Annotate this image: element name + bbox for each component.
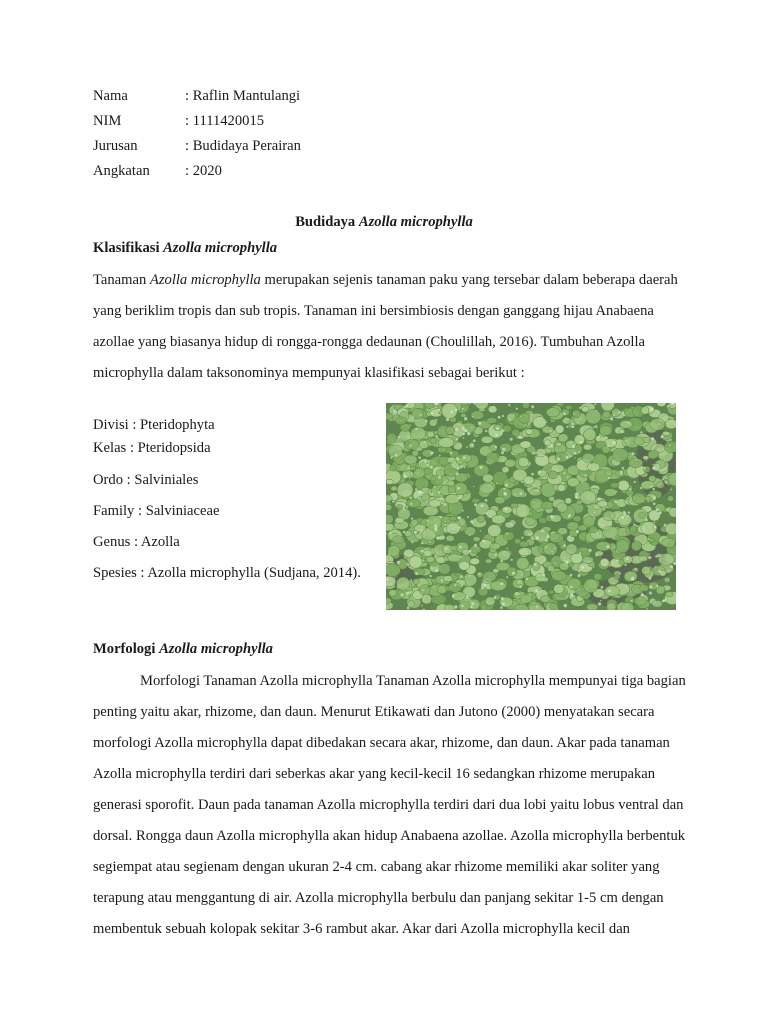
identity-value: : 2020 [185,163,222,179]
paragraph-line: microphylla dalam taksonominya mempunyai klasifikasi sebagai berikut : [93,365,525,381]
identity-row-angkatan [93,161,301,186]
identity-value: : Budidaya Perairan [185,138,301,154]
document-title [0,212,768,232]
identity-label: Angkatan [93,163,150,179]
species-italic: Azolla microphylla [149,272,261,288]
classification-family: Family : Salviniaceae [93,503,220,519]
paragraph-line [93,270,678,301]
morfologi-paragraph [93,671,686,950]
paragraph-line: membentuk sebuah kolopak sekitar 3-6 rambut akar. Akar dari Azolla microphylla kecil dan [93,921,630,937]
line-text: Tanaman [93,272,150,288]
identity-row-nama [93,86,301,111]
title-prefix: Budidaya [295,214,359,230]
paragraph-line: terapung atau menggantung di air. Azolla microphylla berbulu dan panjang sekitar 1-5 cm dengan [93,890,664,906]
paragraph-line: azollae yang biasanya hidup di rongga-rongga dedaunan (Choulillah, 2016). Tumbuhan Azolla [93,334,646,350]
identity-value: : 1111420015 [185,113,265,129]
identity-label: NIM [93,113,122,129]
heading-species: Azolla microphylla [159,641,273,657]
heading-species: Azolla microphylla [163,240,278,256]
klasifikasi-paragraph [93,270,678,394]
paragraph-line: yang beriklim tropis dan sub tropis. Tanaman ini bersimbiosis dengan ganggang hijau Anabaena [93,303,654,319]
azolla-photo-image [386,403,676,610]
azolla-photo [386,403,676,610]
klasifikasi-heading [93,238,277,258]
paragraph-line: generasi sporofit. Daun pada tanaman Azolla microphylla terdiri dari dua lobi yaitu lobus ventral dan [93,797,684,813]
classification-genus: Genus : Azolla [93,534,180,550]
morfologi-heading [93,639,273,659]
identity-row-nim [93,111,301,136]
classification-kelas: Kelas : Pteridopsida [93,440,211,456]
identity-row-jurusan [93,136,301,161]
paragraph-line: dorsal. Rongga daun Azolla microphylla akan hidup Anabaena azollae. Azolla microphylla berbentuk [93,828,686,844]
classification-ordo: Ordo : Salviniales [93,472,199,488]
identity-block [93,86,301,186]
identity-label: Nama [93,88,128,104]
paragraph-line: Morfologi Tanaman Azolla microphylla Tanaman Azolla microphylla mempunyai tiga bagian [140,673,686,689]
identity-value: : Raflin Mantulangi [185,88,301,104]
paragraph-line: Azolla microphylla terdiri dari seberkas akar yang kecil-kecil 16 sedangkan rhizome merupakan [93,766,656,782]
title-species: Azolla microphylla [358,214,473,230]
classification-divisi: Divisi : Pteridophyta [93,417,215,433]
paragraph-line: segiempat atau segienam dengan ukuran 2-4 cm. cabang akar rhizome memiliki akar soliter yang [93,859,660,875]
heading-prefix: Morfologi [93,641,160,657]
paragraph-line: penting yaitu akar, rhizome, dan daun. Menurut Etikawati dan Jutono (2000) menyatakan secara [93,704,655,720]
line-text: merupakan sejenis tanaman paku yang tersebar dalam beberapa daerah [260,272,678,288]
paragraph-line: morfologi Azolla microphylla dapat dibedakan secara akar, rhizome, dan daun. Akar pada tanaman [93,735,670,751]
heading-prefix: Klasifikasi [93,240,164,256]
classification-spesies: Spesies : Azolla microphylla (Sudjana, 2014). [93,565,361,581]
identity-label: Jurusan [93,138,138,154]
